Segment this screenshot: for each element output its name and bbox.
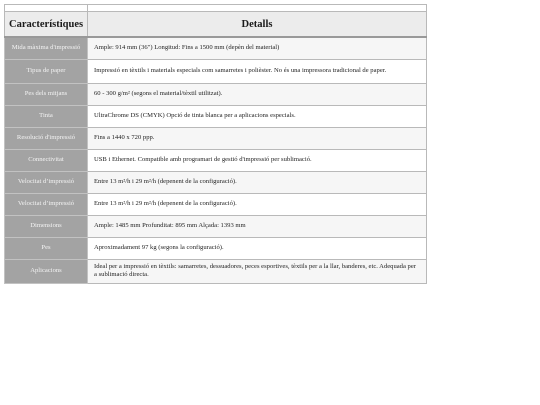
row-value: UltraChrome DS (CMYK) Opció de tinta blanca per a aplicacions especials. [88,105,427,127]
row-label: Tipus de paper [5,59,88,83]
row-label: Aplicacions [5,259,88,283]
table-header-row [5,12,427,38]
row-label: Resolució d'impressió [5,127,88,149]
row-value: Entre 13 m²/h i 29 m²/h (depenent de la configuració). [88,193,427,215]
table-row [5,127,427,149]
table-row [5,215,427,237]
row-value: 60 - 300 g/m² (segons el material/tèxtil utilitzat). [88,83,427,105]
row-value: Entre 13 m²/h i 29 m²/h (depenent de la configuració). [88,171,427,193]
header-details: Detalls [88,12,427,38]
spec-table [4,4,427,284]
row-label: Pes dels mitjans [5,83,88,105]
table-row [5,237,427,259]
table-row [5,105,427,127]
row-label: Mida màxima d'impressió [5,37,88,59]
table-row [5,83,427,105]
row-value: Impressió en tèxtils i materials especials com samarretes i polièster. No és una impressora tradicional de paper. [88,59,427,83]
row-label: Connectivitat [5,149,88,171]
row-value: USB i Ethernet. Compatible amb programari de gestió d'impressió per sublimació. [88,149,427,171]
row-value: Ample: 914 mm (36") Longitud: Fins a 1500 mm (depèn del material) [88,37,427,59]
header-characteristics: Característiques [5,12,88,38]
table-row [5,37,427,59]
row-value: Ample: 1485 mm Profunditat: 895 mm Alçada: 1393 mm [88,215,427,237]
top-strip-left-cell [5,5,88,12]
table-row [5,193,427,215]
row-label: Velocitat d’impressió [5,171,88,193]
table-row [5,259,427,283]
row-value: Aproximadament 97 kg (segons la configuració). [88,237,427,259]
row-label: Pes [5,237,88,259]
top-strip-right-cell [88,5,427,12]
table-row [5,59,427,83]
row-value: Ideal per a impressió en tèxtils: samarretes, dessuadores, peces esportives, tèxtils per a la llar, banderes, etc. Adequada per a sublimació directa. [88,259,427,283]
row-label: Tinta [5,105,88,127]
row-value: Fins a 1440 x 720 ppp. [88,127,427,149]
table-top-strip [5,5,427,12]
table-row [5,149,427,171]
table-row [5,171,427,193]
row-label: Velocitat d’impressió [5,193,88,215]
row-label: Dimensions [5,215,88,237]
